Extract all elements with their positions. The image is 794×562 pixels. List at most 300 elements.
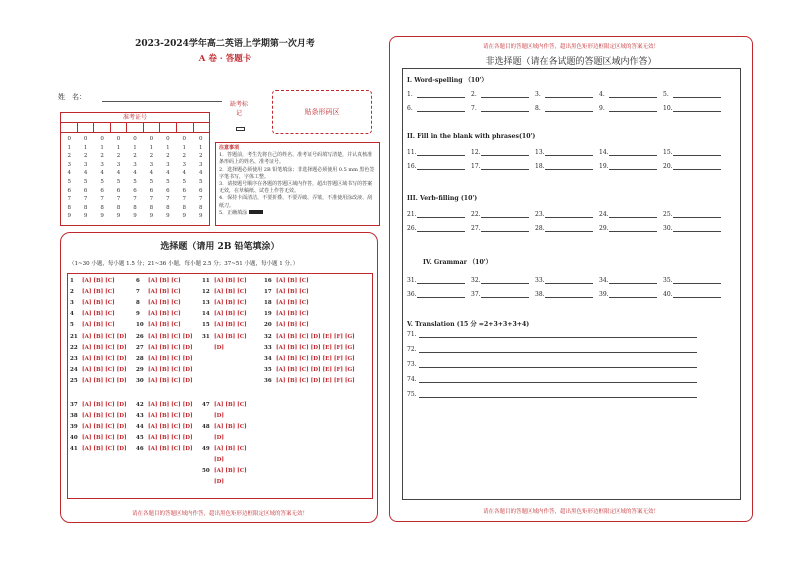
answer-bubbles[interactable]: [A] [B] [C] — [214, 446, 247, 452]
id-digit-bubble[interactable]: 9 — [83, 213, 88, 220]
answer-line[interactable] — [417, 278, 465, 284]
answer-bubbles[interactable]: [A] [B] [C] [D] — [148, 345, 193, 351]
answer-bubbles[interactable]: [A] [B] [C] — [276, 289, 309, 295]
id-digit-bubble[interactable]: 1 — [198, 144, 203, 151]
mcq-question[interactable] — [70, 402, 127, 408]
blank-item[interactable] — [407, 105, 465, 112]
answer-bubbles[interactable]: [A] [B] [C] [D] — [82, 446, 127, 452]
answer-line[interactable] — [481, 212, 529, 218]
id-digit-bubble[interactable]: 0 — [149, 136, 154, 142]
id-digit-bubble[interactable]: 5 — [116, 178, 121, 185]
blank-item[interactable] — [407, 211, 465, 218]
id-digit-bubble[interactable]: 8 — [83, 204, 88, 211]
id-digit-bubble[interactable]: 8 — [100, 204, 104, 211]
mcq-question[interactable] — [264, 334, 355, 340]
id-digit-bubble[interactable]: 8 — [198, 204, 203, 211]
id-digit-bubble[interactable]: 0 — [182, 136, 187, 142]
id-digit-bubble[interactable]: 0 — [198, 136, 203, 142]
answer-line[interactable] — [417, 212, 465, 218]
answer-bubbles[interactable]: [A] [B] [C] — [214, 278, 247, 284]
mcq-question[interactable] — [136, 278, 181, 284]
mcq-question[interactable] — [264, 378, 355, 384]
blank-item[interactable] — [407, 91, 465, 98]
blank-item[interactable] — [407, 225, 465, 232]
exam-id-column[interactable] — [127, 135, 143, 221]
answer-line[interactable] — [609, 164, 657, 170]
mcq-question[interactable] — [202, 334, 247, 340]
answer-bubbles[interactable]: [A] [B] [C] — [214, 402, 247, 408]
answer-line[interactable] — [673, 150, 721, 156]
id-digit-bubble[interactable]: 8 — [67, 204, 71, 211]
answer-bubbles[interactable]: [A] [B] [C] — [276, 322, 309, 328]
id-digit-bubble[interactable]: 5 — [83, 178, 88, 185]
blank-item[interactable] — [663, 163, 721, 170]
blank-item[interactable] — [599, 225, 657, 232]
id-digit-bubble[interactable]: 5 — [198, 178, 203, 185]
id-digit-bubble[interactable]: 7 — [83, 196, 88, 203]
mcq-question[interactable] — [136, 435, 193, 441]
id-digit-bubble[interactable]: 9 — [166, 213, 170, 220]
answer-bubbles[interactable]: [A] [B] [C] [D] — [82, 413, 127, 419]
id-digit-bubble[interactable]: 6 — [198, 187, 203, 194]
id-digit-bubble[interactable]: 4 — [116, 170, 121, 177]
answer-bubbles[interactable]: [A] [B] [C] — [214, 334, 247, 340]
id-digit-bubble[interactable]: 8 — [166, 204, 170, 211]
id-digit-bubble[interactable]: 1 — [100, 144, 104, 151]
id-digit-bubble[interactable]: 7 — [67, 196, 71, 203]
mcq-question[interactable] — [264, 278, 309, 284]
blank-item[interactable] — [407, 163, 465, 170]
answer-line[interactable] — [545, 150, 593, 156]
blank-item[interactable] — [471, 211, 529, 218]
answer-line[interactable] — [545, 106, 593, 112]
id-digit-bubble[interactable]: 7 — [133, 196, 137, 203]
answer-bubbles[interactable]: [A] [B] [C] [D] — [82, 435, 127, 441]
mcq-question[interactable] — [202, 435, 224, 441]
exam-id-column[interactable] — [193, 135, 209, 221]
answer-bubbles[interactable]: [A] [B] [C] [D] — [148, 367, 193, 373]
answer-bubbles[interactable]: [A] [B] [C] [D] — [148, 356, 193, 362]
answer-line[interactable] — [609, 106, 657, 112]
answer-bubbles[interactable]: [A] [B] [C] — [148, 311, 181, 317]
mcq-question[interactable] — [70, 334, 127, 340]
mcq-question[interactable] — [70, 435, 127, 441]
blank-item[interactable] — [535, 225, 593, 232]
answer-line[interactable] — [545, 164, 593, 170]
answer-bubbles[interactable]: [A] [B] [C] — [214, 322, 247, 328]
mcq-question[interactable] — [70, 345, 127, 351]
exam-id-column[interactable] — [77, 135, 93, 221]
mcq-question[interactable] — [202, 300, 247, 306]
id-digit-bubble[interactable]: 2 — [83, 153, 88, 160]
id-digit-bubble[interactable]: 6 — [149, 187, 154, 194]
answer-line[interactable] — [419, 362, 697, 368]
mcq-question[interactable] — [70, 300, 115, 306]
translation-line[interactable] — [407, 346, 697, 353]
id-digit-bubble[interactable]: 1 — [67, 144, 71, 151]
exam-id-column[interactable] — [160, 135, 176, 221]
id-digit-bubble[interactable]: 3 — [149, 161, 154, 168]
blank-item[interactable] — [663, 105, 721, 112]
translation-line[interactable] — [407, 361, 697, 368]
exam-id-column[interactable] — [143, 135, 159, 221]
mcq-question[interactable] — [136, 446, 193, 452]
mcq-question[interactable] — [70, 424, 127, 430]
mcq-question[interactable] — [70, 278, 115, 284]
mcq-question[interactable] — [202, 289, 247, 295]
id-digit-bubble[interactable]: 1 — [182, 144, 187, 151]
answer-bubbles[interactable]: [A] [B] [C] [D] [E] [F] [G] — [276, 334, 355, 340]
id-digit-bubble[interactable]: 2 — [198, 153, 203, 160]
mcq-question[interactable] — [136, 334, 193, 340]
blank-item[interactable] — [663, 225, 721, 232]
mcq-question[interactable] — [70, 356, 127, 362]
id-digit-bubble[interactable]: 7 — [100, 196, 104, 203]
answer-line[interactable] — [545, 292, 593, 298]
answer-bubbles[interactable]: [A] [B] [C] [D] — [82, 402, 127, 408]
id-digit-bubble[interactable]: 5 — [182, 178, 187, 185]
mcq-question[interactable] — [136, 322, 181, 328]
answer-line[interactable] — [673, 212, 721, 218]
id-digit-bubble[interactable]: 3 — [198, 161, 203, 168]
answer-line[interactable] — [609, 212, 657, 218]
mcq-question[interactable] — [136, 413, 193, 419]
mcq-question[interactable] — [202, 345, 224, 351]
id-digit-bubble[interactable]: 3 — [133, 161, 137, 168]
answer-bubbles[interactable]: [A] [B] [C] — [82, 289, 115, 295]
mcq-question[interactable] — [136, 402, 193, 408]
id-digit-bubble[interactable]: 6 — [100, 187, 104, 194]
answer-line[interactable] — [417, 92, 465, 98]
mcq-question[interactable] — [202, 468, 247, 474]
answer-line[interactable] — [481, 106, 529, 112]
mcq-question[interactable] — [264, 322, 309, 328]
answer-bubbles[interactable]: [A] [B] [C] — [276, 311, 309, 317]
id-digit-bubble[interactable]: 2 — [116, 153, 121, 160]
answer-bubbles[interactable]: [A] [B] [C] — [214, 311, 247, 317]
answer-line[interactable] — [481, 278, 529, 284]
mcq-question[interactable] — [136, 345, 193, 351]
mcq-question[interactable] — [136, 367, 193, 373]
answer-line[interactable] — [419, 392, 697, 398]
mcq-question[interactable] — [264, 356, 355, 362]
id-digit-bubble[interactable]: 8 — [149, 204, 154, 211]
id-digit-bubble[interactable]: 1 — [166, 144, 170, 151]
answer-bubbles[interactable]: [D] — [214, 435, 224, 441]
mcq-question[interactable] — [136, 424, 193, 430]
id-digit-bubble[interactable]: 5 — [133, 178, 137, 185]
answer-line[interactable] — [481, 92, 529, 98]
blank-item[interactable] — [535, 91, 593, 98]
answer-bubbles[interactable]: [A] [B] [C] [D] — [82, 424, 127, 430]
id-digit-bubble[interactable]: 4 — [67, 170, 71, 177]
mcq-question[interactable] — [136, 356, 193, 362]
id-digit-bubble[interactable]: 2 — [166, 153, 170, 160]
blank-item[interactable] — [663, 277, 721, 284]
blank-item[interactable] — [471, 91, 529, 98]
answer-bubbles[interactable]: [A] [B] [C] — [82, 322, 115, 328]
blank-item[interactable] — [599, 211, 657, 218]
id-digit-bubble[interactable]: 8 — [182, 204, 187, 211]
blank-item[interactable] — [535, 163, 593, 170]
answer-line[interactable] — [673, 226, 721, 232]
answer-line[interactable] — [609, 92, 657, 98]
mcq-question[interactable] — [70, 322, 115, 328]
id-digit-bubble[interactable]: 1 — [116, 144, 121, 151]
answer-bubbles[interactable]: [A] [B] [C] [D] — [148, 413, 193, 419]
mcq-question[interactable] — [202, 402, 247, 408]
mcq-question[interactable] — [202, 457, 224, 463]
answer-bubbles[interactable]: [A] [B] [C] [D] [E] [F] [G] — [276, 356, 355, 362]
answer-line[interactable] — [673, 164, 721, 170]
id-digit-bubble[interactable]: 0 — [133, 136, 137, 142]
answer-line[interactable] — [609, 150, 657, 156]
exam-id-bubbles[interactable] — [61, 133, 209, 221]
translation-line[interactable] — [407, 391, 697, 398]
id-digit-bubble[interactable]: 4 — [198, 170, 203, 177]
blank-item[interactable] — [663, 211, 721, 218]
blank-item[interactable] — [471, 149, 529, 156]
id-digit-bubble[interactable]: 0 — [166, 136, 170, 142]
answer-bubbles[interactable]: [A] [B] [C] [D] — [82, 345, 127, 351]
mcq-question[interactable] — [136, 378, 193, 384]
mcq-question[interactable] — [202, 479, 224, 485]
id-digit-bubble[interactable]: 6 — [83, 187, 88, 194]
mcq-question[interactable] — [70, 446, 127, 452]
answer-bubbles[interactable]: [D] — [214, 479, 224, 485]
exam-id-column[interactable] — [110, 135, 126, 221]
answer-line[interactable] — [545, 92, 593, 98]
blank-item[interactable] — [599, 163, 657, 170]
answer-line[interactable] — [545, 212, 593, 218]
answer-line[interactable] — [609, 292, 657, 298]
answer-line[interactable] — [673, 278, 721, 284]
blank-item[interactable] — [599, 291, 657, 298]
answer-line[interactable] — [673, 292, 721, 298]
id-digit-bubble[interactable]: 6 — [133, 187, 137, 194]
answer-line[interactable] — [417, 150, 465, 156]
id-digit-bubble[interactable]: 4 — [83, 170, 88, 177]
id-digit-bubble[interactable]: 3 — [67, 161, 71, 168]
answer-line[interactable] — [481, 164, 529, 170]
answer-line[interactable] — [609, 226, 657, 232]
id-digit-bubble[interactable]: 9 — [149, 213, 154, 220]
answer-bubbles[interactable]: [A] [B] [C] — [82, 300, 115, 306]
mcq-question[interactable] — [264, 300, 309, 306]
answer-bubbles[interactable]: [A] [B] [C] [D] — [148, 334, 193, 340]
mcq-question[interactable] — [136, 289, 181, 295]
exam-id-write-cells[interactable] — [61, 123, 209, 133]
id-digit-bubble[interactable]: 4 — [133, 170, 137, 177]
mcq-question[interactable] — [202, 322, 247, 328]
blank-item[interactable] — [663, 91, 721, 98]
answer-bubbles[interactable]: [A] [B] [C] [D] — [82, 356, 127, 362]
answer-bubbles[interactable]: [A] [B] [C] — [276, 278, 309, 284]
id-digit-bubble[interactable]: 1 — [83, 144, 88, 151]
id-digit-bubble[interactable]: 6 — [182, 187, 187, 194]
id-digit-bubble[interactable]: 0 — [83, 136, 88, 142]
id-digit-bubble[interactable]: 6 — [166, 187, 170, 194]
blank-item[interactable] — [535, 291, 593, 298]
id-digit-bubble[interactable]: 7 — [182, 196, 187, 203]
answer-bubbles[interactable]: [D] — [214, 413, 224, 419]
answer-line[interactable] — [609, 278, 657, 284]
blank-item[interactable] — [599, 105, 657, 112]
id-digit-bubble[interactable]: 6 — [116, 187, 121, 194]
blank-item[interactable] — [471, 105, 529, 112]
id-digit-bubble[interactable]: 1 — [149, 144, 154, 151]
blank-item[interactable] — [535, 277, 593, 284]
answer-line[interactable] — [545, 226, 593, 232]
answer-line[interactable] — [673, 92, 721, 98]
exam-id-column[interactable] — [94, 135, 110, 221]
id-digit-bubble[interactable]: 3 — [182, 161, 187, 168]
answer-line[interactable] — [417, 292, 465, 298]
id-digit-bubble[interactable]: 7 — [116, 196, 121, 203]
answer-line[interactable] — [419, 377, 697, 383]
id-digit-bubble[interactable]: 2 — [182, 153, 187, 160]
mcq-question[interactable] — [264, 311, 309, 317]
name-field[interactable] — [58, 92, 222, 102]
blank-item[interactable] — [535, 105, 593, 112]
answer-bubbles[interactable]: [A] [B] [C] [D] [E] [F] [G] — [276, 367, 355, 373]
id-digit-bubble[interactable]: 3 — [100, 161, 104, 168]
id-digit-bubble[interactable]: 9 — [67, 213, 71, 220]
blank-item[interactable] — [407, 149, 465, 156]
mcq-question[interactable] — [264, 367, 355, 373]
blank-item[interactable] — [663, 291, 721, 298]
id-digit-bubble[interactable]: 9 — [182, 213, 187, 220]
blank-item[interactable] — [471, 225, 529, 232]
answer-bubbles[interactable]: [A] [B] [C] [D] — [148, 435, 193, 441]
answer-bubbles[interactable]: [A] [B] [C] — [214, 289, 247, 295]
mcq-question[interactable] — [202, 446, 247, 452]
id-digit-bubble[interactable]: 4 — [166, 170, 170, 177]
exam-id-column[interactable] — [61, 135, 77, 221]
answer-line[interactable] — [417, 164, 465, 170]
id-digit-bubble[interactable]: 5 — [100, 178, 104, 185]
mcq-question[interactable] — [264, 289, 309, 295]
answer-bubbles[interactable]: [A] [B] [C] [D] — [148, 402, 193, 408]
exam-id-column[interactable] — [176, 135, 192, 221]
mcq-question[interactable] — [202, 311, 247, 317]
answer-bubbles[interactable]: [A] [B] [C] [D] — [82, 367, 127, 373]
id-digit-bubble[interactable]: 1 — [133, 144, 137, 151]
answer-line[interactable] — [417, 106, 465, 112]
answer-bubbles[interactable]: [D] — [214, 457, 224, 463]
id-digit-bubble[interactable]: 5 — [67, 178, 71, 185]
answer-bubbles[interactable]: [A] [B] [C] [D] — [148, 378, 193, 384]
answer-bubbles[interactable]: [A] [B] [C] — [148, 278, 181, 284]
translation-line[interactable] — [407, 331, 697, 338]
id-digit-bubble[interactable]: 0 — [116, 136, 121, 142]
id-digit-bubble[interactable]: 2 — [133, 153, 137, 160]
blank-item[interactable] — [407, 291, 465, 298]
mcq-question[interactable] — [264, 345, 355, 351]
mcq-question[interactable] — [202, 278, 247, 284]
id-digit-bubble[interactable]: 5 — [149, 178, 154, 185]
id-digit-bubble[interactable]: 8 — [133, 204, 137, 211]
id-digit-bubble[interactable]: 2 — [100, 153, 104, 160]
blank-item[interactable] — [471, 291, 529, 298]
answer-line[interactable] — [481, 226, 529, 232]
id-digit-bubble[interactable]: 9 — [133, 213, 137, 220]
answer-line[interactable] — [481, 292, 529, 298]
id-digit-bubble[interactable]: 2 — [149, 153, 154, 160]
id-digit-bubble[interactable]: 0 — [100, 136, 104, 142]
translation-line[interactable] — [407, 376, 697, 383]
mcq-question[interactable] — [70, 289, 115, 295]
mcq-question[interactable] — [136, 311, 181, 317]
mcq-question[interactable] — [70, 413, 127, 419]
blank-item[interactable] — [599, 277, 657, 284]
id-digit-bubble[interactable]: 3 — [83, 161, 88, 168]
id-digit-bubble[interactable]: 5 — [166, 178, 170, 185]
answer-line[interactable] — [481, 150, 529, 156]
answer-bubbles[interactable]: [A] [B] [C] — [82, 278, 115, 284]
answer-bubbles[interactable]: [A] [B] [C] [D] — [148, 446, 193, 452]
mcq-question[interactable] — [70, 378, 127, 384]
id-digit-bubble[interactable]: 2 — [67, 153, 71, 160]
absent-checkbox[interactable] — [236, 127, 245, 131]
answer-bubbles[interactable]: [A] [B] [C] — [214, 468, 247, 474]
answer-line[interactable] — [673, 106, 721, 112]
id-digit-bubble[interactable]: 7 — [198, 196, 203, 203]
blank-item[interactable] — [663, 149, 721, 156]
id-digit-bubble[interactable]: 7 — [166, 196, 170, 203]
id-digit-bubble[interactable]: 9 — [198, 213, 203, 220]
answer-bubbles[interactable]: [A] [B] [C] [D] [E] [F] [G] — [276, 345, 355, 351]
id-digit-bubble[interactable]: 3 — [166, 161, 170, 168]
answer-bubbles[interactable]: [A] [B] [C] [D] — [82, 334, 127, 340]
id-digit-bubble[interactable]: 7 — [149, 196, 154, 203]
id-digit-bubble[interactable]: 4 — [149, 170, 154, 177]
id-digit-bubble[interactable]: 9 — [116, 213, 121, 220]
answer-bubbles[interactable]: [A] [B] [C] — [82, 311, 115, 317]
blank-item[interactable] — [471, 163, 529, 170]
answer-bubbles[interactable]: [A] [B] [C] — [276, 300, 309, 306]
answer-bubbles[interactable]: [A] [B] [C] — [148, 300, 181, 306]
answer-bubbles[interactable]: [A] [B] [C] — [214, 424, 247, 430]
answer-bubbles[interactable]: [A] [B] [C] [D] — [82, 378, 127, 384]
mcq-question[interactable] — [202, 413, 224, 419]
blank-item[interactable] — [471, 277, 529, 284]
blank-item[interactable] — [407, 277, 465, 284]
id-digit-bubble[interactable]: 4 — [182, 170, 187, 177]
answer-bubbles[interactable]: [A] [B] [C] — [148, 322, 181, 328]
answer-bubbles[interactable]: [A] [B] [C] — [214, 300, 247, 306]
answer-line[interactable] — [419, 347, 697, 353]
mcq-question[interactable] — [136, 300, 181, 306]
blank-item[interactable] — [599, 91, 657, 98]
id-digit-bubble[interactable]: 0 — [67, 136, 71, 142]
blank-item[interactable] — [535, 211, 593, 218]
blank-item[interactable] — [535, 149, 593, 156]
blank-item[interactable] — [599, 149, 657, 156]
mcq-question[interactable] — [70, 367, 127, 373]
mcq-question[interactable] — [202, 424, 247, 430]
answer-line[interactable] — [417, 226, 465, 232]
mcq-question[interactable] — [70, 311, 115, 317]
id-digit-bubble[interactable]: 9 — [100, 213, 104, 220]
answer-bubbles[interactable]: [A] [B] [C] [D] [E] [F] [G] — [276, 378, 355, 384]
id-digit-bubble[interactable]: 6 — [67, 187, 71, 194]
answer-bubbles[interactable]: [A] [B] [C] — [148, 289, 181, 295]
answer-line[interactable] — [545, 278, 593, 284]
answer-bubbles[interactable]: [D] — [214, 345, 224, 351]
id-digit-bubble[interactable]: 4 — [100, 170, 104, 177]
answer-line[interactable] — [419, 332, 697, 338]
